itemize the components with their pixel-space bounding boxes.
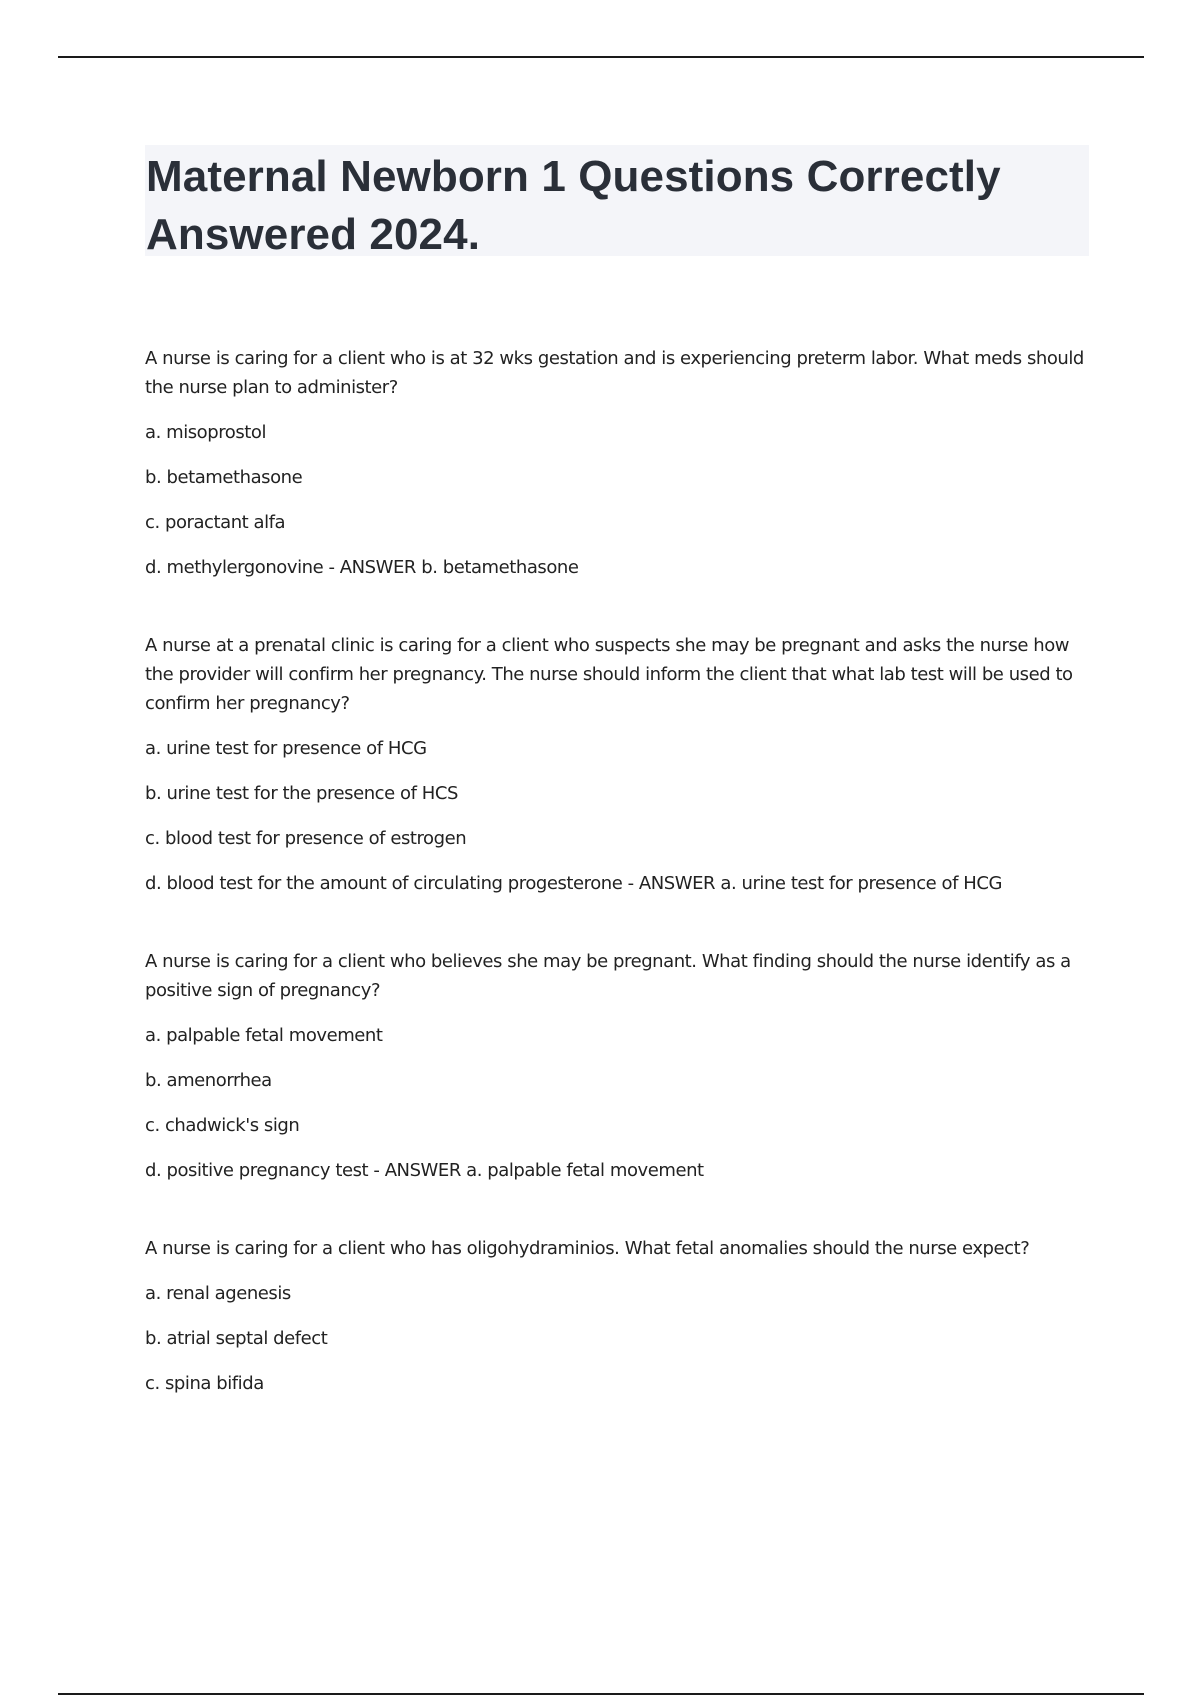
answer-option: a. renal agenesis (145, 1283, 291, 1304)
question-text: A nurse is caring for a client who believes she may be pregnant. What finding should the nurse identify as a positive sign of pregnancy? (145, 951, 1071, 1001)
answer-option: c. chadwick's sign (145, 1115, 300, 1136)
answer-option: c. poractant alfa (145, 512, 286, 533)
answer-options (145, 418, 1085, 582)
answer-option-with-answer: d. methylergonovine - ANSWER b. betamethasone (145, 557, 579, 578)
question-list (145, 344, 1085, 1447)
answer-option: c. spina bifida (145, 1373, 264, 1394)
answer-option: b. betamethasone (145, 467, 303, 488)
footer-rule (58, 1693, 1144, 1695)
answer-option: b. amenorrhea (145, 1070, 272, 1091)
answer-option: b. atrial septal defect (145, 1328, 328, 1349)
document-title: Maternal Newborn 1 Questions Correctly Answered 2024. (146, 152, 1001, 259)
question-text: A nurse is caring for a client who has oligohydraminios. What fetal anomalies should the nurse expect? (145, 1238, 1030, 1259)
question-block (145, 631, 1085, 898)
question-block (145, 1234, 1085, 1398)
answer-option: a. palpable fetal movement (145, 1025, 383, 1046)
answer-option: a. urine test for presence of HCG (145, 738, 427, 759)
answer-option-with-answer: d. blood test for the amount of circulating progesterone - ANSWER a. urine test for presence of HCG (145, 873, 1002, 894)
answer-option: a. misoprostol (145, 422, 266, 443)
answer-option: b. urine test for the presence of HCS (145, 783, 458, 804)
question-block (145, 344, 1085, 582)
answer-option: c. blood test for presence of estrogen (145, 828, 467, 849)
question-text: A nurse is caring for a client who is at 32 wks gestation and is experiencing preterm labor. What meds should the nurse plan to administer? (145, 348, 1084, 398)
answer-options (145, 1279, 1085, 1398)
question-block (145, 947, 1085, 1185)
question-text: A nurse at a prenatal clinic is caring for a client who suspects she may be pregnant and asks the nurse how the provider will confirm her pregnancy. The nurse should inform the client that what lab test will be used to confirm her pregnancy? (145, 635, 1073, 714)
header-rule (58, 56, 1144, 58)
answer-options (145, 734, 1085, 898)
answer-options (145, 1021, 1085, 1185)
answer-option-with-answer: d. positive pregnancy test - ANSWER a. palpable fetal movement (145, 1160, 704, 1181)
